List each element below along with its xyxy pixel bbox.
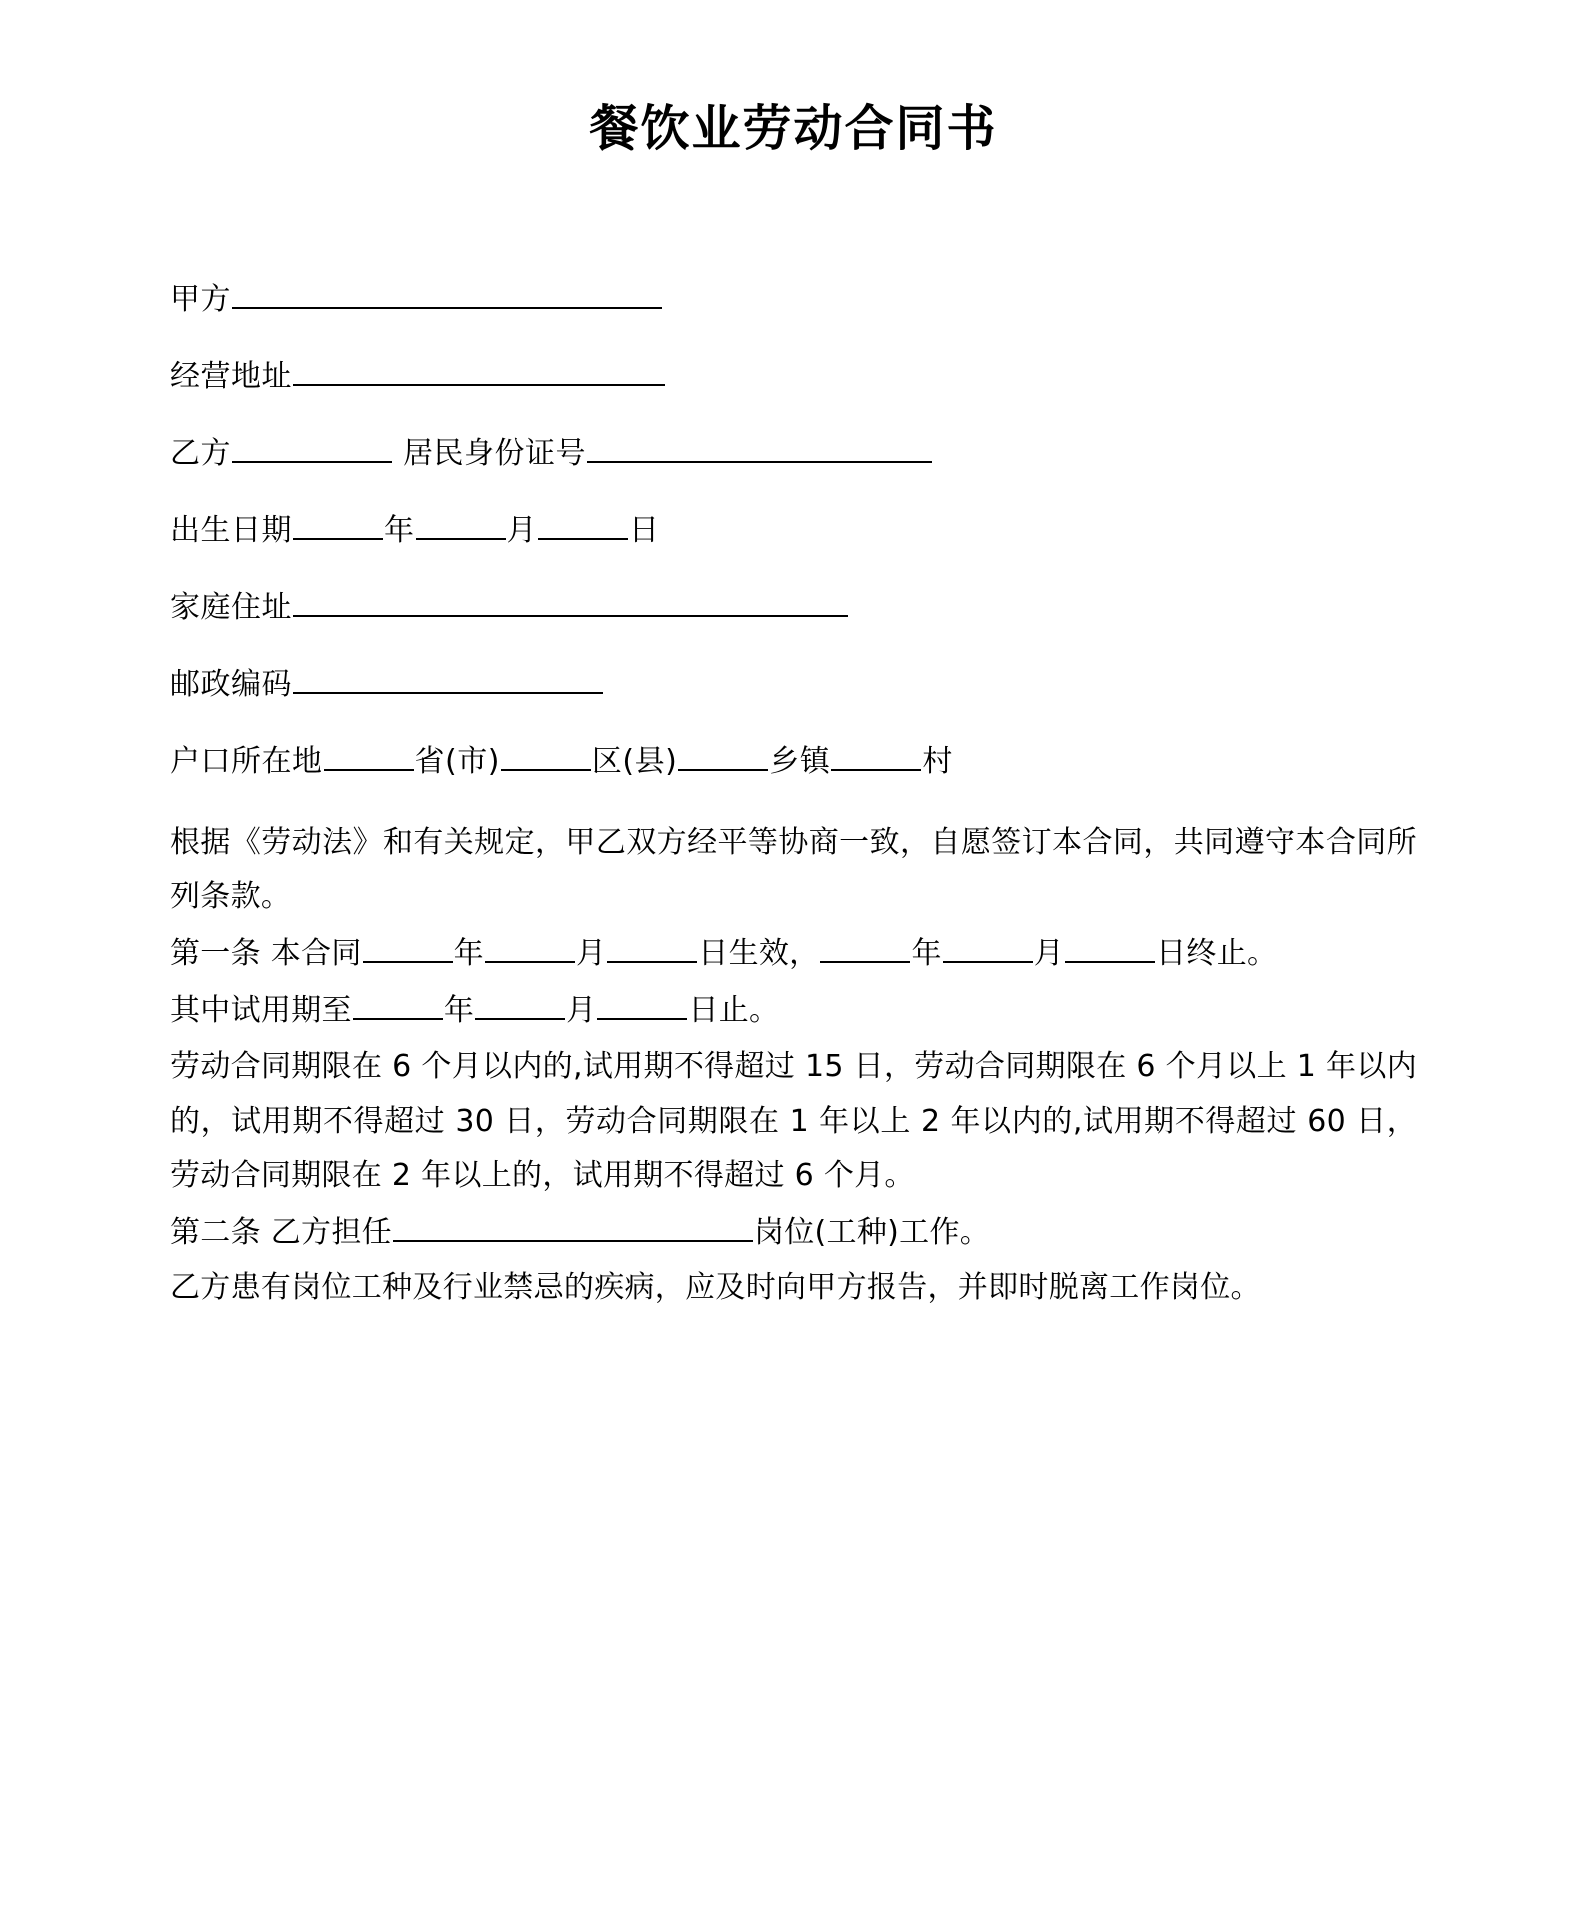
- unit-year: 年: [384, 512, 415, 548]
- probation-tail: 日止。: [688, 992, 780, 1028]
- birth-month-input[interactable]: [416, 508, 506, 540]
- household-district-input[interactable]: [501, 739, 591, 771]
- probation-unit-month: 月: [566, 992, 597, 1028]
- field-business-address: [170, 354, 1417, 392]
- article-1-unit-year: 年: [453, 935, 484, 971]
- paragraph-probation-date: [170, 984, 1417, 1039]
- party-b-input[interactable]: [232, 431, 392, 463]
- field-party-b: [170, 431, 1417, 469]
- field-party-a: [170, 277, 1417, 315]
- probation-day-input[interactable]: [597, 988, 687, 1020]
- effective-year-input[interactable]: [363, 931, 453, 963]
- field-label-party-a: 甲方: [170, 281, 231, 317]
- title-spacer: [170, 159, 1417, 277]
- effective-month-input[interactable]: [485, 931, 575, 963]
- field-birth-date: [170, 508, 1417, 546]
- unit-month: 月: [506, 512, 537, 548]
- field-postal-code: [170, 662, 1417, 700]
- unit-province: 省(市): [414, 743, 500, 779]
- article-1-prefix: 第一条 本合同: [170, 935, 362, 971]
- party-a-input[interactable]: [232, 277, 662, 309]
- paragraph-article-2-health: 乙方患有岗位工种及行业禁忌的疾病，应及时向甲方报告，并即时脱离工作岗位。: [170, 1269, 1261, 1305]
- field-label-postal-code: 邮政编码: [170, 666, 292, 702]
- field-label-id-number: 居民身份证号: [403, 435, 587, 471]
- probation-prefix: 其中试用期至: [170, 992, 352, 1028]
- birth-year-input[interactable]: [293, 508, 383, 540]
- article-1-unit-year-2: 年: [911, 935, 942, 971]
- unit-district: 区(县): [591, 743, 678, 779]
- position-input[interactable]: [393, 1210, 753, 1242]
- effective-day-input[interactable]: [607, 931, 697, 963]
- home-address-input[interactable]: [293, 585, 848, 617]
- end-month-input[interactable]: [943, 931, 1033, 963]
- article-2-prefix: 第二条 乙方担任: [170, 1214, 392, 1250]
- article-1-unit-effective: 日生效，: [698, 935, 820, 971]
- field-label-household-location: 户口所在地: [170, 743, 323, 779]
- page-title: 餐饮业劳动合同书: [589, 100, 998, 157]
- business-address-input[interactable]: [293, 354, 665, 386]
- end-year-input[interactable]: [820, 931, 910, 963]
- unit-village: 村: [922, 743, 953, 779]
- end-day-input[interactable]: [1065, 931, 1155, 963]
- field-label-business-address: 经营地址: [170, 358, 292, 394]
- field-label-party-b: 乙方: [170, 435, 231, 471]
- unit-day: 日: [629, 512, 660, 548]
- probation-year-input[interactable]: [353, 988, 443, 1020]
- article-1-unit-month-2: 月: [1033, 935, 1065, 971]
- field-household-location: [170, 739, 1417, 777]
- household-village-input[interactable]: [831, 739, 921, 771]
- household-town-input[interactable]: [678, 739, 768, 771]
- household-province-input[interactable]: [324, 739, 414, 771]
- id-number-input[interactable]: [587, 431, 932, 463]
- unit-town: 乡镇: [769, 743, 831, 779]
- article-2-tail: 岗位(工种)工作。: [753, 1214, 991, 1250]
- field-label-birth-date: 出生日期: [170, 512, 292, 548]
- paragraph-probation-rules: 劳动合同期限在 6 个月以内的,试用期不得超过 15 日，劳动合同期限在 6 个月以上 1 年以内的，试用期不得超过 30 日，劳动合同期限在 1 年以上 2 年以内的,试用期不得超过 60 日，劳动合同期限在 2 年以上的，试用期不得超过 6 个月。: [170, 1049, 1417, 1194]
- probation-unit-year: 年: [443, 992, 475, 1028]
- paragraph-article-2: [170, 1206, 1417, 1261]
- paragraph-preamble: 根据《劳动法》和有关规定，甲乙双方经平等协商一致，自愿签订本合同，共同遵守本合同所列条款。: [170, 824, 1417, 915]
- postal-code-input[interactable]: [293, 662, 603, 694]
- probation-month-input[interactable]: [475, 988, 565, 1020]
- field-label-home-address: 家庭住址: [170, 589, 292, 625]
- birth-day-input[interactable]: [538, 508, 628, 540]
- article-1-tail: 日终止。: [1156, 935, 1278, 971]
- paragraph-article-1: [170, 927, 1417, 982]
- field-home-address: [170, 585, 1417, 623]
- article-1-unit-month: 月: [575, 935, 607, 971]
